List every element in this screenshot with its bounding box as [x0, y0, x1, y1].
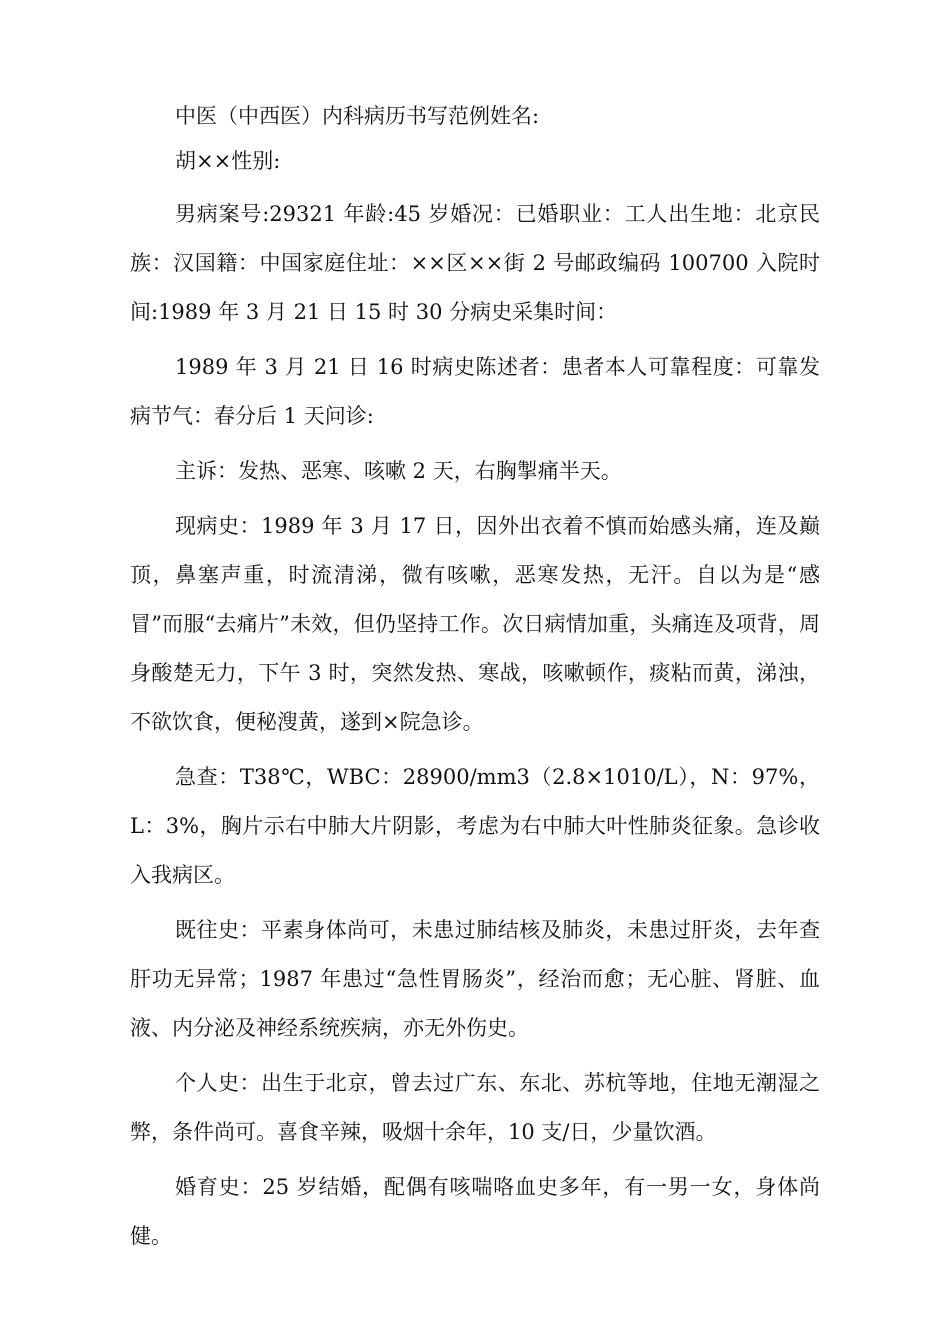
document-body: [130, 94, 820, 1261]
patient-info-paragraph: 男病案号:29321 年龄:45 岁婚况：已婚职业：工人出生地：北京民族：汉国籍：中国家庭住址：××区××街 2 号邮政编码 100700 入院时间:1989 年 3 月 21 日 15 时 30 分病史采集时间：: [130, 202, 820, 324]
chief-complaint-paragraph: 主诉：发热、恶寒、咳嗽 2 天，右胸掣痛半天。: [175, 459, 622, 483]
marriage-history-paragraph: 婚育史：25 岁结婚，配偶有咳喘咯血史多年，有一男一女，身体尚健。: [130, 1175, 820, 1248]
name-line: 胡××性别:: [175, 149, 281, 173]
personal-history-paragraph: 个人史：出生于北京，曾去过广东、东北、苏杭等地，住地无潮湿之弊，条件尚可。喜食辛辣，吸烟十余年，10 支/日，少量饮酒。: [130, 1071, 820, 1144]
past-history-paragraph: 既往史：平素身体尚可，未患过肺结核及肺炎，未患过肝炎，去年查肝功无异常；1987 年患过“急性胃肠炎”，经治而愈；无心脏、肾脏、血液、内分泌及神经系统疾病，亦无外伤史。: [130, 918, 820, 1040]
history-collection-paragraph: 1989 年 3 月 21 日 16 时病史陈述者：患者本人可靠程度：可靠发病节气：春分后 1 天问诊:: [130, 355, 820, 428]
title-line: 中医（中西医）内科病历书写范例姓名:: [175, 104, 540, 128]
present-illness-paragraph: 现病史：1989 年 3 月 17 日，因外出衣着不慎而始感头痛，连及巅顶，鼻塞声重，时流清涕，微有咳嗽，恶寒发热，无汗。自以为是“感冒”而服“去痛片”未效，但仍坚持工作。次日病情加重，头痛连及项背，周身酸楚无力，下午 3 时，突然发热、寒战，咳嗽顿作，痰粘而黄，涕浊，不欲饮食，便秘溲黄，遂到×院急诊。: [130, 514, 820, 734]
emergency-exam-paragraph: 急查：T38℃，WBC：28900/mm3（2.8×1010/L），N：97%，L：3%，胸片示右中肺大片阴影，考虑为右中肺大叶性肺炎征象。急诊收入我病区。: [130, 765, 820, 887]
